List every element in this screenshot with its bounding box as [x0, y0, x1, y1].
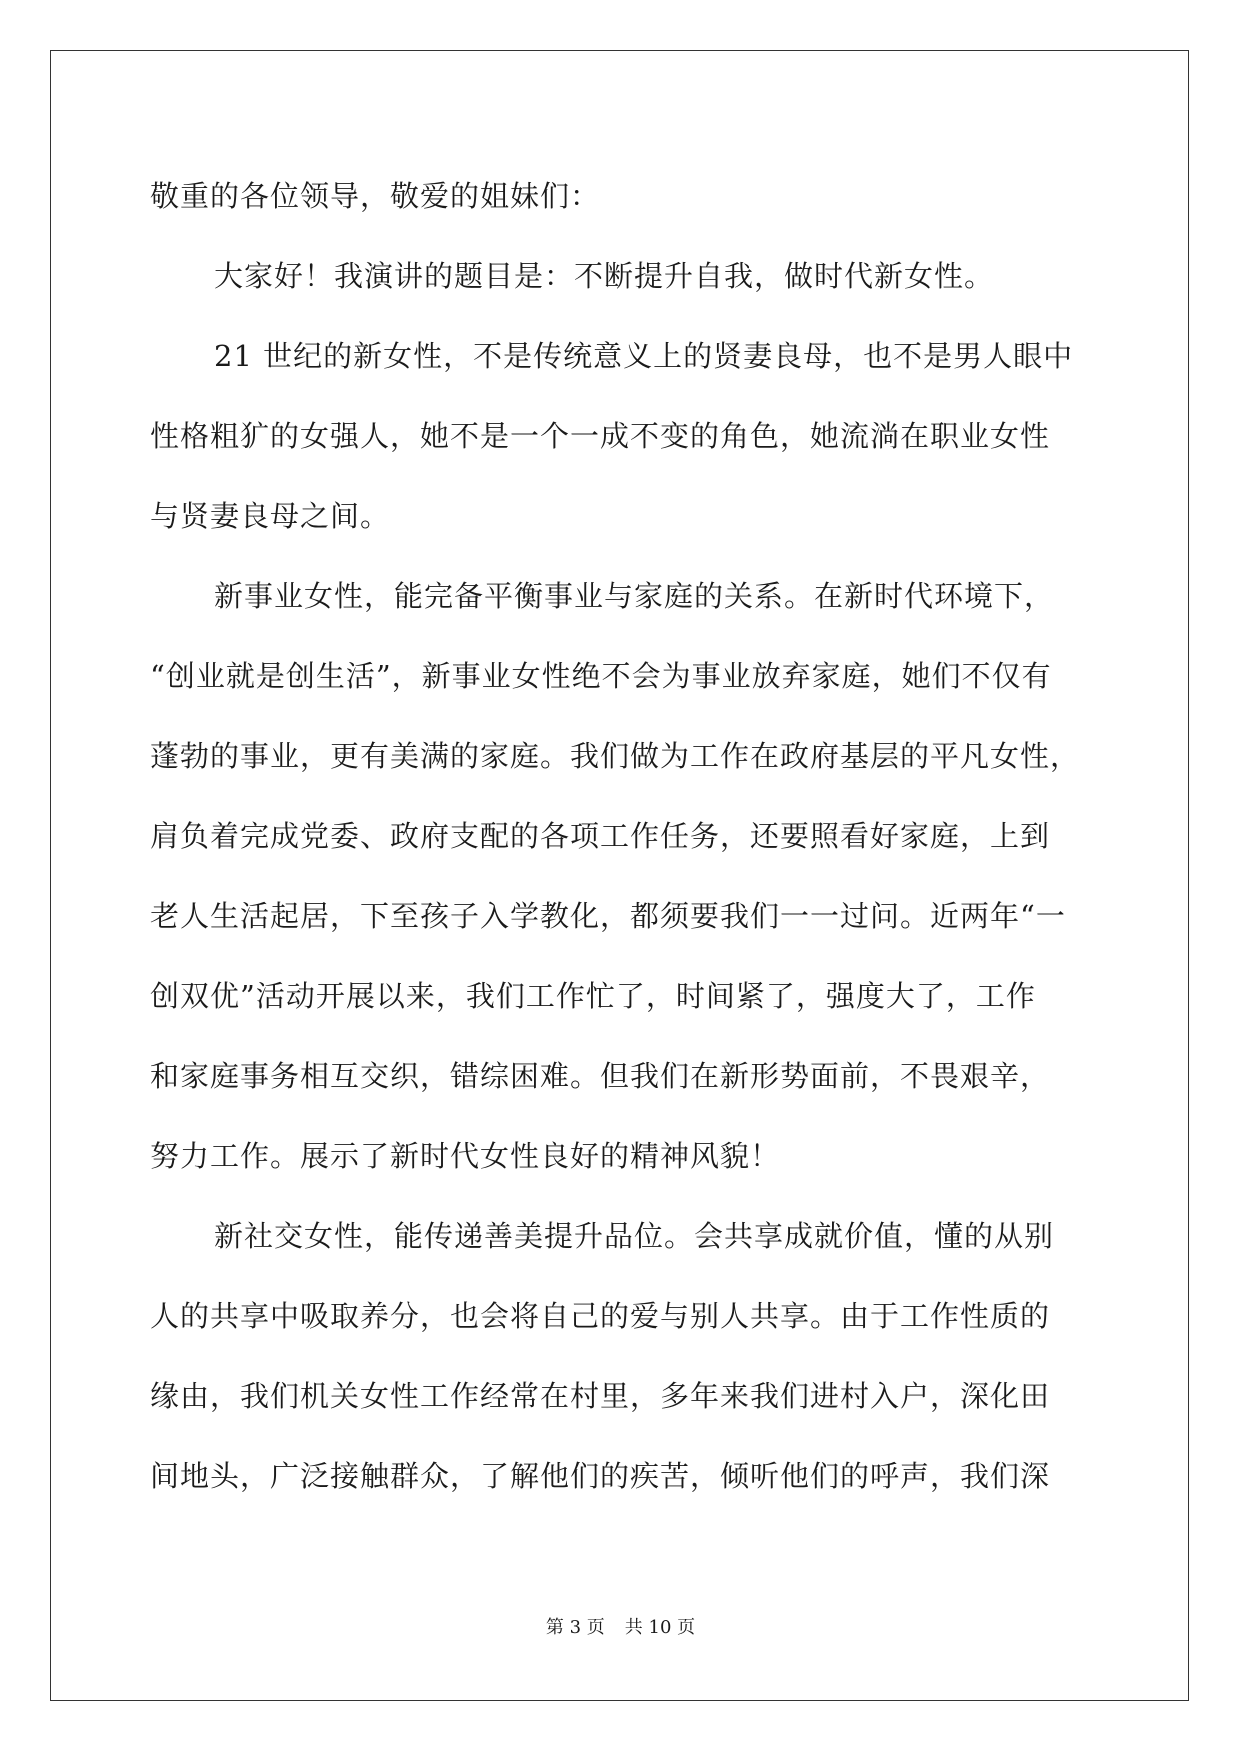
text-line: 老人生活起居，下至孩子入学教化，都须要我们一一过问。近两年“一	[150, 899, 1066, 933]
text-line: “创业就是创生活”，新事业女性绝不会为事业放弃家庭，她们不仅有	[150, 659, 1052, 693]
body-text	[150, 160, 1090, 1520]
text-line: 新事业女性，能完备平衡事业与家庭的关系。在新时代环境下，	[214, 579, 1055, 613]
text-line: 与贤妻良母之间。	[150, 499, 391, 533]
text-line: 新社交女性，能传递善美提升品位。会共享成就价值，懂的从别	[214, 1219, 1055, 1253]
text-line: 间地头，广泛接触群众，了解他们的疾苦，倾听他们的呼声，我们深	[150, 1459, 1051, 1493]
text-line: 人的共享中吸取养分，也会将自己的爱与别人共享。由于工作性质的	[150, 1299, 1051, 1333]
text-line: 努力工作。展示了新时代女性良好的精神风貌！	[150, 1139, 781, 1173]
page-footer	[0, 1613, 1241, 1639]
text-line: 21 世纪的新女性，不是传统意义上的贤妻良母，也不是男人眼中	[214, 339, 1074, 373]
text-line: 缘由，我们机关女性工作经常在村里，多年来我们进村入户，深化田	[150, 1379, 1051, 1413]
text-line: 创双优”活动开展以来，我们工作忙了，时间紧了，强度大了，工作	[150, 979, 1036, 1013]
text-line: 蓬勃的事业，更有美满的家庭。我们做为工作在政府基层的平凡女性，	[150, 739, 1081, 773]
page-total: 共 10 页	[624, 1617, 696, 1638]
text-line: 肩负着完成党委、政府支配的各项工作任务，还要照看好家庭，上到	[150, 819, 1051, 853]
text-line: 性格粗犷的女强人，她不是一个一成不变的角色，她流淌在职业女性	[150, 419, 1051, 453]
text-line: 大家好！我演讲的题目是：不断提升自我，做时代新女性。	[214, 259, 995, 293]
text-line: 敬重的各位领导，敬爱的姐妹们：	[150, 179, 601, 213]
page-number: 第 3 页	[545, 1617, 605, 1638]
text-line: 和家庭事务相互交织，错综困难。但我们在新形势面前，不畏艰辛，	[150, 1059, 1051, 1093]
